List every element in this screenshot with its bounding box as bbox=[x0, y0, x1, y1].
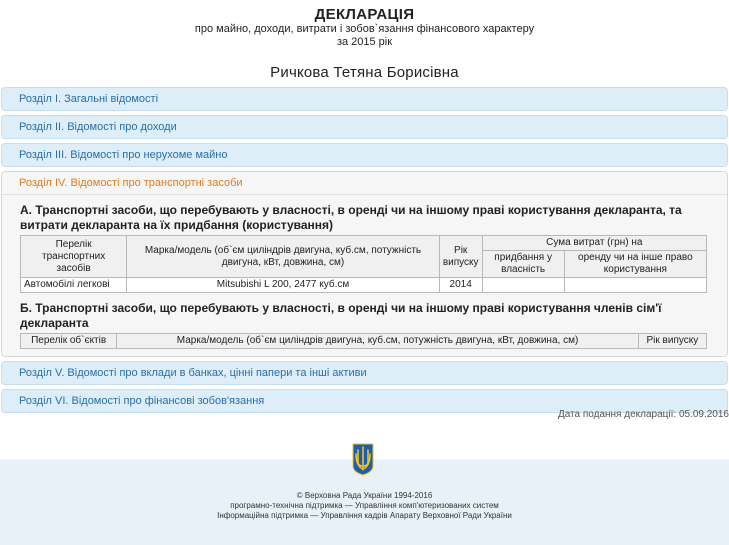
section-6-header[interactable]: Розділ VI. Відомості про фінансові зобов'язання bbox=[19, 395, 265, 407]
table-row bbox=[21, 278, 707, 293]
person-name: Ричкова Тетяна Борисівна bbox=[270, 64, 459, 81]
section-1-header[interactable]: Розділ I. Загальні відомості bbox=[19, 93, 159, 105]
section-5 bbox=[1, 361, 728, 385]
col-year-header-b: Рік випуску bbox=[638, 334, 706, 349]
cell-purchase bbox=[482, 278, 564, 293]
vehicles-table-declarant bbox=[20, 235, 707, 293]
cell-list: Автомобілі легкові bbox=[21, 278, 127, 293]
section-2 bbox=[1, 115, 728, 139]
footer-info-support: Інформаційна підтримка — Управління кадрів Апарату Верховної Ради України bbox=[217, 511, 512, 520]
section-4-body bbox=[2, 195, 727, 356]
col-sum-header: Сума витрат (грн) на bbox=[482, 236, 706, 251]
section-4 bbox=[1, 171, 728, 357]
section-1 bbox=[1, 87, 728, 111]
section-3 bbox=[1, 143, 728, 167]
section-5-header[interactable]: Розділ V. Відомості про вклади в банках, цінні папери та інші активи bbox=[19, 367, 367, 379]
trident-emblem-icon bbox=[352, 442, 374, 476]
declaration-header bbox=[0, 0, 729, 49]
section-4-header[interactable]: Розділ IV. Відомості про транспортні засоби bbox=[2, 172, 727, 195]
sections-accordion bbox=[1, 87, 728, 413]
col-model-header-b: Марка/модель (об`єм циліндрів двигуна, куб.см, потужність двигуна, кВт, довжина, см) bbox=[117, 334, 639, 349]
footer-text bbox=[0, 491, 729, 521]
footer-tech-support: програмно-технічна підтримка — Управління комп'ютеризованих систем bbox=[230, 501, 499, 510]
section-2-header[interactable]: Розділ II. Відомості про доходи bbox=[19, 121, 177, 133]
cell-year: 2014 bbox=[439, 278, 482, 293]
cell-model: Mitsubishi L 200, 2477 куб.см bbox=[127, 278, 440, 293]
subsection-b-heading: Б. Транспортні засоби, що перебувають у власності, в оренді чи на іншому праві користування членів сім'ї декларанта bbox=[20, 301, 662, 330]
declaration-year: за 2015 рік bbox=[336, 36, 393, 48]
section-3-header[interactable]: Розділ III. Відомості про нерухоме майно bbox=[19, 149, 228, 161]
col-rent-header: оренду чи на інше право користування bbox=[564, 251, 706, 278]
col-purchase-header: придбання у власність bbox=[482, 251, 564, 278]
footer-copyright: © Верховна Рада України 1994-2016 bbox=[296, 491, 433, 500]
subsection-a-heading: А. Транспортні засоби, що перебувають у власності, в оренді чи на іншому праві користування декларанта, та витрати декларанта на їх придбання (користування) bbox=[20, 203, 682, 232]
col-objects-header: Перелік об`єктів bbox=[21, 334, 117, 349]
vehicles-table-family bbox=[20, 333, 707, 349]
col-year-header: Рік випуску bbox=[439, 236, 482, 278]
col-list-header: Перелік транспортних засобів bbox=[21, 236, 127, 278]
cell-rent bbox=[564, 278, 706, 293]
page-title: ДЕКЛАРАЦІЯ bbox=[314, 6, 415, 23]
footer bbox=[0, 432, 729, 545]
page-subtitle: про майно, доходи, витрати і зобов`язання фінансового характеру bbox=[194, 23, 535, 35]
submission-date: Дата подання декларації: 05.09.2016 bbox=[557, 409, 729, 420]
col-model-header: Марка/модель (об`єм циліндрів двигуна, куб.см, потужність двигуна, кВт, довжина, см) bbox=[127, 236, 440, 278]
